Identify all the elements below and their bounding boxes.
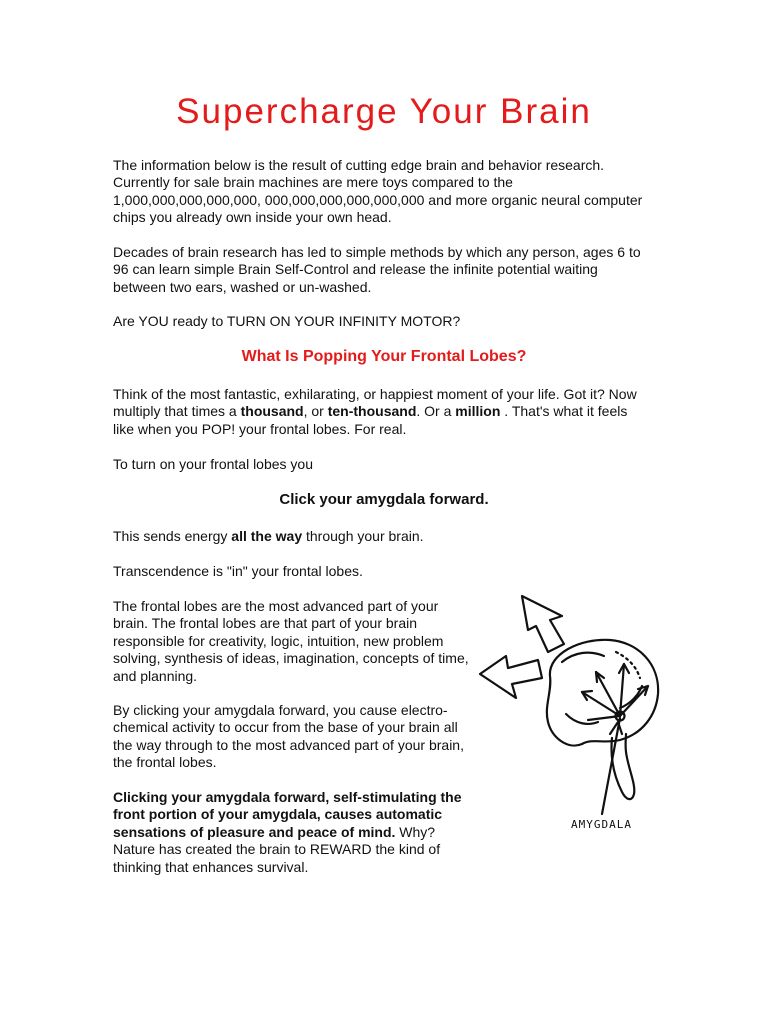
think-text-1: Think of the most fantastic, exhilarating, or happiest moment of your life. Got it? Now multiply that times a (113, 386, 637, 420)
think-bold-ten-thousand: ten-thousand (327, 403, 417, 420)
think-paragraph (113, 386, 643, 438)
intro-question: Are YOU ready to TURN ON YOUR INFINITY MOTOR? (113, 313, 461, 329)
sends-text-2: through your brain. (302, 528, 424, 544)
final-bold-text: Clicking your amygdala forward, self-stimulating the front portion of your amygdala, causes automatic sensations of pleasure and peace of mind. (113, 789, 462, 840)
think-bold-million: million (455, 403, 501, 420)
intro-paragraph-1: The information below is the result of cutting edge brain and behavior research. Currently for sale brain machines are mere toys compared to the 1,000,000,000,000,000, 000,000,000,000,000,000 and more organic neural computer chips you already own inside your own head. (113, 157, 643, 226)
left-arrow-icon (480, 656, 542, 698)
intro-paragraph-2: Decades of brain research has led to simple methods by which any person, ages 6 to 96 can learn simple Brain Self-Control and release the infinite potential waiting between two ears, washed or un-washed. (113, 244, 641, 295)
think-text-3: . Or a (416, 403, 456, 420)
section-heading: What Is Popping Your Frontal Lobes? (241, 348, 527, 365)
brain-amygdala-sketch (470, 588, 670, 838)
frontal-lobes-paragraph: The frontal lobes are the most advanced part of your brain. The frontal lobes are that part of your brain responsible for creativity, logic, intuition, new problem solving, synthesis of ideas, imagination, concepts of time, and planning. (113, 598, 469, 684)
sends-bold: all the way (231, 528, 303, 544)
think-text-2: , or (303, 403, 328, 420)
amygdala-label: AMYGDALA (571, 818, 632, 831)
sends-text-1: This sends energy (113, 528, 232, 544)
sends-energy-line (113, 528, 643, 545)
turn-on-line: To turn on your frontal lobes you (113, 456, 314, 472)
transcendence-line: Transcendence is "in" your frontal lobes. (113, 563, 363, 579)
document-title: Supercharge Your Brain (176, 92, 592, 131)
up-arrow-icon (522, 596, 564, 652)
think-bold-thousand: thousand (240, 403, 304, 420)
think-text-4: . That's what it feels like when you POP! your frontal lobes. For real. (113, 403, 628, 437)
clicking-paragraph: By clicking your amygdala forward, you cause electro-chemical activity to occur from the base of your brain all the way through to the most advanced part of your brain, the frontal lobes. (113, 702, 464, 771)
click-heading: Click your amygdala forward. (279, 491, 489, 508)
final-rest-text: Why? Nature has created the brain to REWARD the kind of thinking that enhances survival. (113, 823, 441, 875)
final-paragraph (113, 789, 473, 876)
